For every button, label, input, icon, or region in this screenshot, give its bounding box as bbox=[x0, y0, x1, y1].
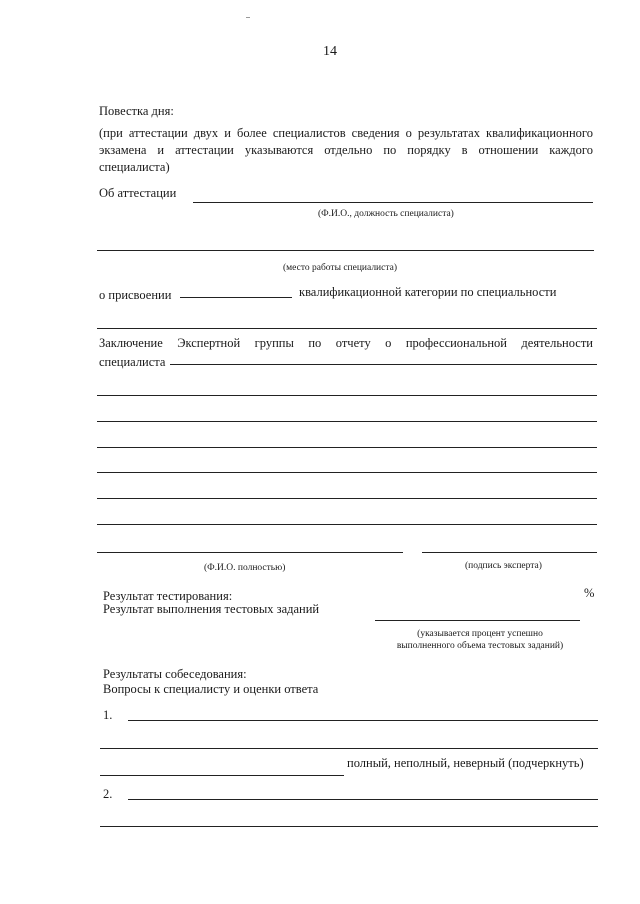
conclusion-blank-line-7[interactable] bbox=[97, 524, 597, 525]
agenda-note-line-1: (при аттестации двух и более специалистов сведения о результатах квалификационного bbox=[99, 126, 593, 140]
conclusion-blank-line-2[interactable] bbox=[97, 395, 597, 396]
agenda-note-line-3: специалиста) bbox=[99, 160, 170, 174]
testing-label: Результат выполнения тестовых заданий bbox=[103, 602, 320, 616]
conclusion-blank-line-4[interactable] bbox=[97, 447, 597, 448]
attestation-label: Об аттестации bbox=[99, 186, 177, 200]
question-1-grade-line[interactable] bbox=[100, 775, 344, 776]
conclusion-line-2: специалиста bbox=[99, 355, 166, 369]
expert-signature-line[interactable] bbox=[422, 552, 597, 553]
grade-options: полный, неполный, неверный (подчеркнуть) bbox=[347, 756, 584, 770]
conclusion-blank-line-1[interactable] bbox=[170, 364, 597, 365]
attestation-name-caption: (Ф.И.О., должность специалиста) bbox=[318, 209, 454, 219]
testing-heading: Результат тестирования: bbox=[103, 589, 233, 603]
expert-signature-caption: (подпись эксперта) bbox=[465, 561, 542, 571]
question-1-number: 1. bbox=[103, 708, 113, 722]
conclusion-blank-line-5[interactable] bbox=[97, 472, 597, 473]
category-blank-line[interactable] bbox=[180, 297, 292, 298]
expert-name-caption: (Ф.И.О. полностью) bbox=[204, 563, 286, 573]
assignment-suffix: квалификационной категории по специальности bbox=[299, 285, 557, 299]
conclusion-blank-line-6[interactable] bbox=[97, 498, 597, 499]
interview-heading: Результаты собеседования: bbox=[103, 667, 247, 681]
expert-name-line[interactable] bbox=[97, 552, 403, 553]
specialty-line[interactable] bbox=[97, 328, 597, 329]
agenda-note-line-2: экзамена и аттестации указываются отдельно по порядку в отношении каждого bbox=[99, 143, 593, 157]
question-2-number: 2. bbox=[103, 787, 113, 801]
attestation-name-line[interactable] bbox=[193, 202, 593, 203]
question-1-answer-line[interactable] bbox=[100, 748, 598, 749]
agenda-heading: Повестка дня: bbox=[99, 104, 174, 118]
testing-percent-line[interactable] bbox=[375, 620, 580, 621]
attestation-workplace-caption: (место работы специалиста) bbox=[283, 263, 398, 273]
interview-subheading: Вопросы к специалисту и оценки ответа bbox=[103, 682, 319, 696]
testing-percent-sign: % bbox=[584, 586, 595, 600]
conclusion-line-1: Заключение Экспертной группы по отчету о профессиональной деятельности bbox=[99, 336, 593, 350]
question-2-line[interactable] bbox=[128, 799, 598, 800]
testing-caption-line-2: выполненного объема тестовых заданий) bbox=[396, 641, 564, 651]
header-tick bbox=[246, 17, 250, 18]
page-number: 14 bbox=[323, 44, 337, 59]
question-2-answer-line[interactable] bbox=[100, 826, 598, 827]
assignment-prefix: о присвоении bbox=[99, 288, 172, 302]
testing-caption-line-1: (указывается процент успешно bbox=[417, 629, 543, 639]
question-1-line[interactable] bbox=[128, 720, 598, 721]
attestation-workplace-line[interactable] bbox=[97, 250, 594, 251]
conclusion-blank-line-3[interactable] bbox=[97, 421, 597, 422]
